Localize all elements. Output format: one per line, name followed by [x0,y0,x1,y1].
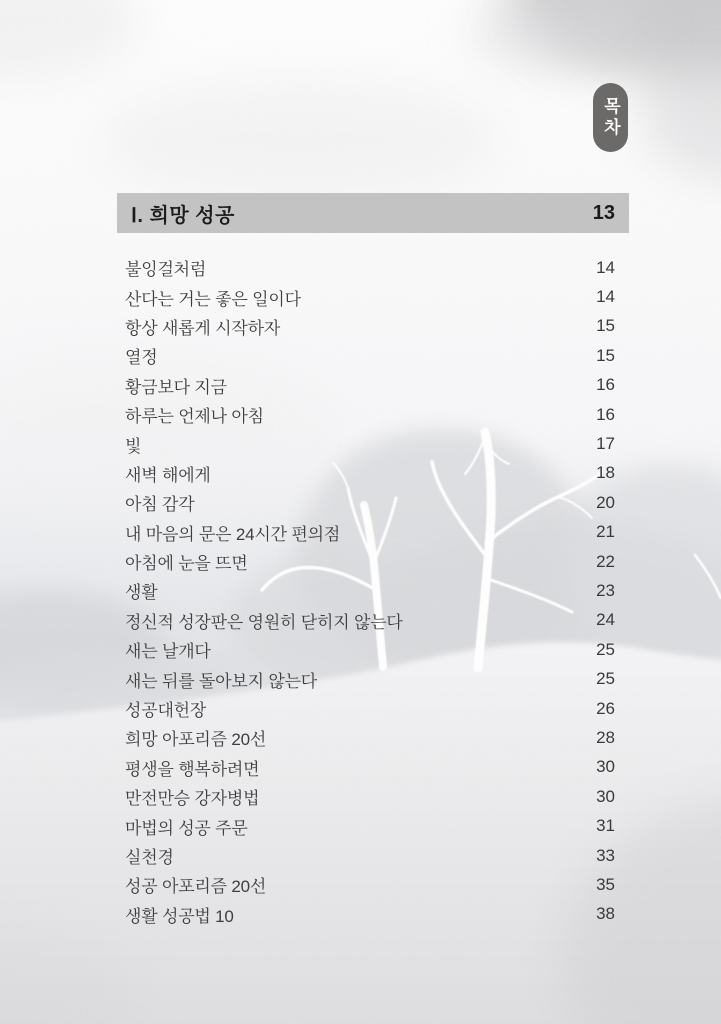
toc-entry-page: 22 [596,551,615,571]
toc-badge [593,83,628,152]
toc-entry-page: 14 [596,257,615,277]
toc-entry [125,841,615,870]
section-title: Ⅰ. 희망 성공 [131,204,235,227]
toc-entry-title: 산다는 거는 좋은 일이다 [125,289,301,309]
toc-entry-title: 아침에 눈을 뜨면 [125,554,248,574]
toc-entry-page: 15 [596,345,615,365]
toc-entry-page: 16 [596,404,615,424]
toc-entry [125,282,615,311]
toc-entry [125,753,615,782]
toc-entry [125,253,615,282]
toc-entry-page: 17 [596,434,615,454]
toc-entry-page: 16 [596,375,615,395]
toc-entry-title: 생활 성공법 10 [125,906,234,926]
toc-entry [125,900,615,929]
toc-entry [125,547,615,576]
toc-entry [125,664,615,693]
section-header [117,193,629,233]
toc-entry [125,341,615,370]
toc-entry [125,400,615,429]
toc-entry-title: 마법의 성공 주문 [125,818,248,838]
toc-entry [125,606,615,635]
toc-entry-page: 30 [596,786,615,806]
toc-entry-page: 18 [596,463,615,483]
toc-entry-title: 내 마음의 문은 24시간 편의점 [125,524,341,544]
toc-entry [125,782,615,811]
toc-entry-title: 아침 감각 [125,495,195,515]
toc-entry-page: 28 [596,727,615,747]
toc-entry-title: 성공대헌장 [125,701,207,721]
toc-entry-page: 33 [596,845,615,865]
toc-entry [125,694,615,723]
toc-entry [125,518,615,547]
toc-entry-title: 생활 [125,583,158,603]
toc-entry-page: 35 [596,874,615,894]
toc-entry-page: 30 [596,757,615,777]
toc-entry-page: 25 [596,669,615,689]
toc-entry-page: 26 [596,698,615,718]
toc-entry-title: 새는 뒤를 돌아보지 않는다 [125,671,318,691]
toc-entry-title: 빛 [125,436,142,456]
toc-entry-title: 새벽 해에게 [125,465,211,485]
toc-entry [125,723,615,752]
toc-entry-title: 항상 새롭게 시작하자 [125,318,281,338]
toc-entry-title: 열정 [125,348,158,368]
toc-entry [125,371,615,400]
toc-badge-label: 목차 [601,96,620,139]
toc-entry-title: 희망 아포리즘 20선 [125,730,267,750]
toc-entry [125,429,615,458]
toc-entry-page: 14 [596,287,615,307]
toc-entry-page: 15 [596,316,615,336]
toc-entry-title: 실천경 [125,848,174,867]
toc-entry-title: 하루는 언제나 아침 [125,407,264,427]
toc-entry-title: 정신적 성장판은 영원히 닫히지 않는다 [125,612,403,632]
toc-entry-page: 31 [596,816,615,836]
toc-entry-page: 38 [596,904,615,924]
toc-entry-page: 20 [596,492,615,512]
toc-entry-title: 새는 날개다 [125,642,211,662]
toc-entry-title: 평생을 행복하려면 [125,759,260,779]
toc-entry [125,312,615,341]
toc-entry [125,488,615,517]
toc-entry-page: 24 [596,610,615,630]
toc-entry [125,811,615,840]
toc-entry-title: 황금보다 지금 [125,377,227,397]
toc-entry-page: 25 [596,639,615,659]
section-page-number: 13 [592,201,615,224]
toc-entry-page: 23 [596,580,615,600]
toc-entry [125,459,615,488]
toc-entry [125,635,615,664]
toc-entry-page: 21 [596,522,615,542]
toc-entry-title: 성공 아포리즘 20선 [125,877,267,897]
toc-list [125,253,615,929]
toc-entry-title: 불잉걸처럼 [125,260,207,280]
toc-entry [125,870,615,899]
toc-entry [125,576,615,605]
toc-entry-title: 만전만승 강자병법 [125,789,260,809]
